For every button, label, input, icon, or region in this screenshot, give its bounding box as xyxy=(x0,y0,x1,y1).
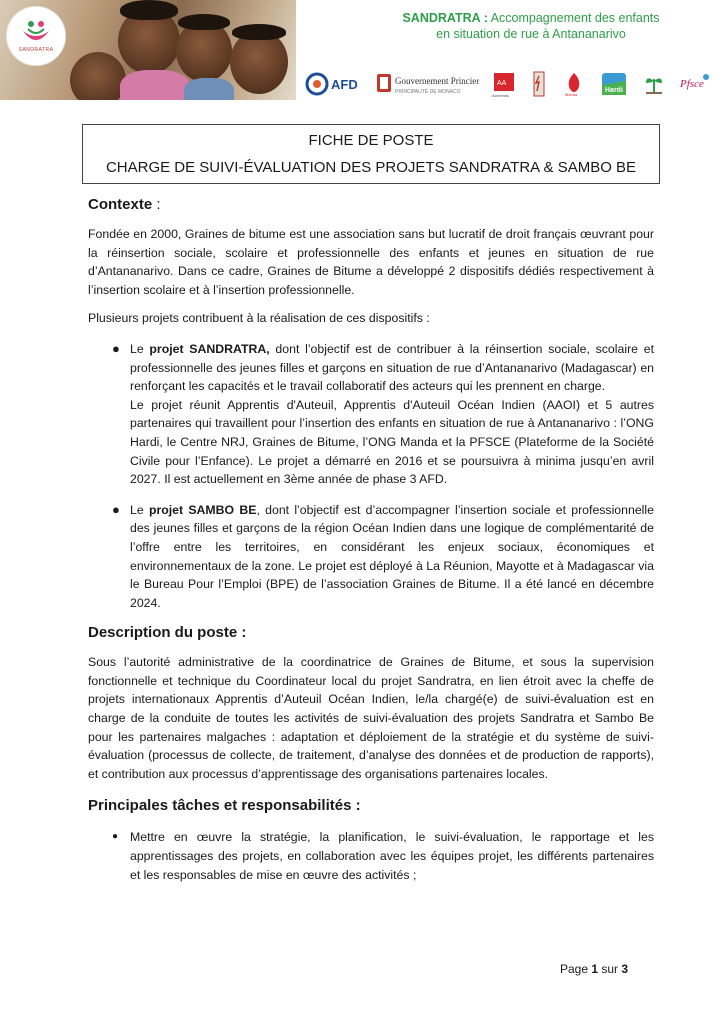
page-header xyxy=(0,0,724,112)
document-body xyxy=(88,196,654,884)
section-heading-contexte xyxy=(88,196,654,213)
sandratra-logo-icon xyxy=(19,19,53,45)
contexte-heading-suffix: : xyxy=(152,196,161,213)
list-item-sandratra: ● Le projet SANDRATRA, dont l’objectif est de contribuer à la réinsertion sociale, scolaire et professionnelle des jeunes filles et garçons en situation de rue d’Antananarivo (Madagascar) en renforçant les capacités et le travail collaboratif des acteurs qui les prennent en charge. Le projet réunit Apprentis d'Auteuil, Apprentis d'Auteuil Océan Indien (AAOI) et 5 autres partenaires qui travaillent pour l’insertion des enfants en situation de rue à Antananarivo : l’ONG Hardi, le Centre NRJ, Graines de Bitume, l’ONG Manda et la PFSCE (Plateforme de la Société Civile pour l’Enfance). Le projet a démarré en 2016 et se poursuivra à minima jusqu’en avril 2027. Il est actuellement en 3ème année de phase 3 AFD. xyxy=(112,340,654,487)
header-subtitle-1: Accompagnement des enfants xyxy=(487,11,660,25)
doc-subtitle: CHARGE DE SUIVI-ÉVALUATION DES PROJETS SANDRATRA & SAMBO BE xyxy=(105,159,637,176)
svg-text:PRINCIPAUTÉ DE MONACO: PRINCIPAUTÉ DE MONACO xyxy=(395,89,461,95)
header-org-name: SANDRATRA : xyxy=(402,11,488,25)
svg-text:Apprentis: Apprentis xyxy=(492,93,509,97)
paragraph-description: Sous l’autorité administrative de la coordinatrice de Graines de Bitume, et sous la supervision fonctionnelle et technique du Coordinateur local du projet Sandratra, en lien étroit avec la cheffe de projets internationaux Apprentis d’Auteuil Océan Indien, le/la chargé(e) de suivi-évaluation est en charge de la conduite de toutes les activités de suivi-évaluation des projets Sandratra et Sambo Be pour les partenaires malgaches : adaptation et déploiement de la stratégie et du système de suivi-évaluation (processus de collecte, de traitement, d’analyse des données et de production de rapports), et contribution aux processus d’apprentissage des organisations partenaires locales. xyxy=(88,655,654,781)
afd-logo xyxy=(305,70,363,98)
logo-label: SANDRATRA xyxy=(18,47,54,53)
project-list xyxy=(88,340,654,612)
project-name-sambo-be: projet SAMBO BE xyxy=(148,502,257,517)
svg-text:AFD: AFD xyxy=(331,77,358,92)
svg-text:Manda: Manda xyxy=(565,92,578,97)
apprentis-auteuil-logo xyxy=(491,70,517,98)
title-box xyxy=(82,124,660,184)
list-item-task: ● Mettre en œuvre la stratégie, la planification, le suivi-évaluation, le rapportage et les apprentissages des projets, en collaboration avec les équipes projet, les différents partenaires et les responsables de mise en œuvre des activités ; xyxy=(112,830,654,882)
hardi-logo xyxy=(599,70,629,98)
bullet-icon: ● xyxy=(112,831,119,843)
doc-title: FICHE DE POSTE xyxy=(308,132,434,149)
tasks-list xyxy=(88,828,654,884)
svg-text:Gouvernement Princier: Gouvernement Princier xyxy=(395,76,480,86)
manda-logo xyxy=(561,70,587,98)
paragraph-contexte-2: Plusieurs projets contribuent à la réalisation de ces dispositifs : xyxy=(88,311,430,326)
sandratra-partners-text: Le projet réunit Apprentis d'Auteuil, Apprentis d'Auteuil Océan Indien (AAOI) et 5 autres partenaires qui travaillent pour l’insertion des enfants en situation de rue à Antananarivo : l’ONG Hardi, le Centre NRJ, Graines de Bitume, l’ONG Manda et la PFSCE (Plateforme de la Société Civile pour l’Enfance). Le projet a démarré en 2016 et se poursuivra à minima jusqu’en avril 2027. Il est actuellement en 3ème année de phase 3 AFD. xyxy=(130,397,654,487)
pfsce-logo xyxy=(677,70,713,98)
page-number: Page 1 sur 3 xyxy=(560,962,629,976)
partner-logos xyxy=(305,70,717,100)
header-title xyxy=(338,10,724,42)
gouvernement-princier-logo xyxy=(375,70,481,98)
bullet-icon: ● xyxy=(112,340,120,356)
svg-text:AA: AA xyxy=(497,80,507,87)
graines-de-bitume-logo xyxy=(641,70,667,98)
contexte-heading-text: Contexte xyxy=(88,196,153,213)
header-subtitle-2: en situation de rue à Antananarivo xyxy=(436,27,626,41)
project-name-sandratra: projet SANDRATRA, xyxy=(149,341,270,356)
section-heading-description: Description du poste : xyxy=(88,624,247,642)
bullet-icon: ● xyxy=(112,501,120,517)
sandratra-logo xyxy=(6,6,66,66)
svg-text:Pfsce: Pfsce xyxy=(680,78,704,90)
nrj-logo xyxy=(529,70,549,98)
paragraph-contexte-1: Fondée en 2000, Graines de bitume est une association sans but lucratif de droit français œuvrant pour la réinsertion sociale, scolaire et professionnelle des enfants et jeunes en situation de rue d’Antananarivo. Dans ce cadre, Graines de Bitume a développé 2 dispositifs dédiés respectivement à l’insertion scolaire et à l’insertion professionnelle. xyxy=(88,227,654,297)
svg-text:Hardi: Hardi xyxy=(605,87,623,94)
list-item-sambo-be: ● Le projet SAMBO BE, dont l’objectif est d’accompagner l’insertion sociale et professionnelle des jeunes filles et garçons de la région Océan Indien dans une logique de complémentarité de l’offre entre les territoires, en considérant les enjeux sociaux, économiques et environnementaux de la zone. Le projet est déployé à La Réunion, Mayotte et à Madagascar via le Bureau Pour l’Emploi (BPE) de l’association Graines de Bitume. Il a été lancé en décembre 2024. xyxy=(112,501,654,610)
section-heading-taches: Principales tâches et responsabilités : xyxy=(88,797,361,815)
